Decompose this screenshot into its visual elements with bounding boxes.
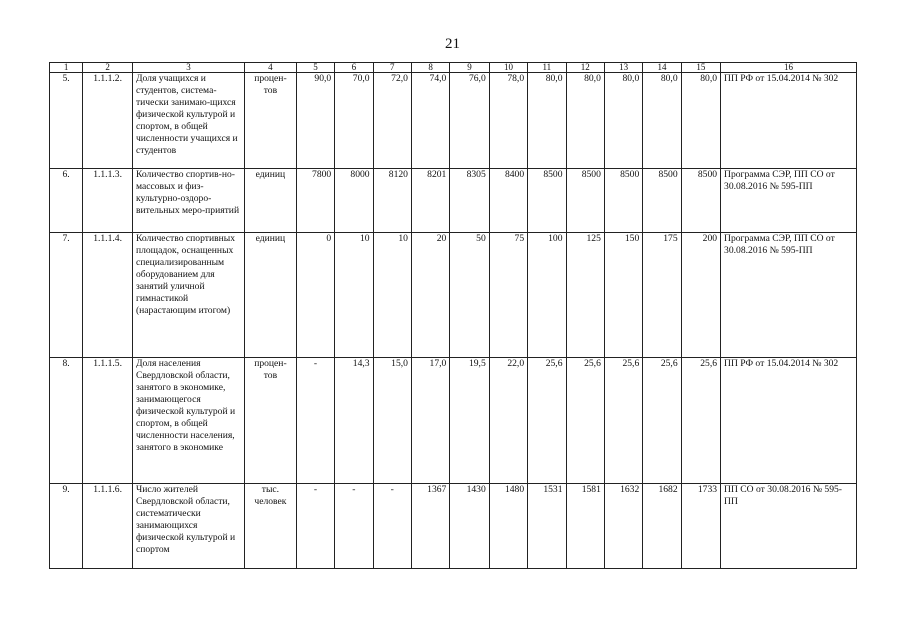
indicator-name: Количество спортивных площадок, оснащенных специализированным оборудованием для занятий уличной гимнастикой (нарастающим итогом) [132,233,244,358]
indicator-value: 25,6 [681,358,720,484]
column-number: 1 [50,63,83,73]
indicator-source: ПП СО от 30.08.2016 № 595-ПП [721,484,857,569]
indicator-value: 8500 [528,169,566,233]
column-number: 2 [83,63,133,73]
column-number: 6 [335,63,373,73]
indicator-value: 1733 [681,484,720,569]
indicator-value: 8120 [373,169,411,233]
indicator-value: 25,6 [528,358,566,484]
indicator-value: 200 [681,233,720,358]
indicator-value: 10 [373,233,411,358]
indicator-value: 50 [450,233,489,358]
unit-of-measure: единиц [244,233,296,358]
indicator-value: 8305 [450,169,489,233]
indicator-value: 1430 [450,484,489,569]
indicator-value: 8400 [489,169,527,233]
indicator-table [49,62,857,569]
column-number: 10 [489,63,527,73]
indicator-code: 1.1.1.5. [83,358,133,484]
column-number: 14 [643,63,681,73]
indicator-name: Доля учащихся и студентов, системa-тически занимаю-щихся физической культурой и спортом, в общей численности учащихся и студентов [132,73,244,169]
indicator-name: Количество спортив-но-массовых и физ-культурно-оздоро-вительных меро-приятий [132,169,244,233]
indicator-value: 8500 [681,169,720,233]
column-number-row [50,63,857,73]
table-row [50,73,857,169]
indicator-value: 80,0 [566,73,604,169]
indicator-value: 15,0 [373,358,411,484]
indicator-name: Доля населения Свердловской области, занятого в экономике, занимающегося физической культурой и спортом, в общей численности населения, занятого в экономике [132,358,244,484]
indicator-source: ПП РФ от 15.04.2014 № 302 [721,358,857,484]
column-number: 3 [132,63,244,73]
indicator-value: 72,0 [373,73,411,169]
indicator-value: 8500 [604,169,642,233]
indicator-value: 10 [335,233,373,358]
indicator-value: 17,0 [411,358,449,484]
indicator-value: 1632 [604,484,642,569]
column-number: 5 [296,63,334,73]
indicator-value: - [296,358,334,484]
row-number: 7. [50,233,83,358]
indicator-value: - [373,484,411,569]
indicator-value: 78,0 [489,73,527,169]
row-number: 6. [50,169,83,233]
indicator-value: - [296,484,334,569]
indicator-value: 0 [296,233,334,358]
indicator-value: 80,0 [604,73,642,169]
indicator-value: 1480 [489,484,527,569]
indicator-value: 80,0 [681,73,720,169]
column-number: 9 [450,63,489,73]
column-number: 15 [681,63,720,73]
indicator-name: Число жителей Свердловской области, систематически занимающихся физической культурой и спортом [132,484,244,569]
indicator-value: 25,6 [566,358,604,484]
indicator-source: ПП РФ от 15.04.2014 № 302 [721,73,857,169]
unit-of-measure: процен-тов [244,73,296,169]
indicator-value: 80,0 [643,73,681,169]
indicator-value: 1367 [411,484,449,569]
indicator-value: 8500 [566,169,604,233]
page-number: 21 [445,36,460,52]
indicator-source: Программа СЭР, ПП СО от 30.08.2016 № 595-ПП [721,233,857,358]
indicator-value: 22,0 [489,358,527,484]
indicator-code: 1.1.1.4. [83,233,133,358]
column-number: 16 [721,63,857,73]
indicator-code: 1.1.1.6. [83,484,133,569]
table-row [50,358,857,484]
table-row [50,484,857,569]
row-number: 9. [50,484,83,569]
row-number: 8. [50,358,83,484]
indicator-value: 1531 [528,484,566,569]
unit-of-measure: единиц [244,169,296,233]
indicator-value: 25,6 [643,358,681,484]
indicator-code: 1.1.1.2. [83,73,133,169]
table-row [50,169,857,233]
column-number: 13 [604,63,642,73]
indicator-value: 14,3 [335,358,373,484]
indicator-value: - [335,484,373,569]
indicator-value: 7800 [296,169,334,233]
indicator-value: 25,6 [604,358,642,484]
indicator-value: 1682 [643,484,681,569]
unit-of-measure: процен-тов [244,358,296,484]
column-number: 7 [373,63,411,73]
indicator-value: 74,0 [411,73,449,169]
indicator-value: 8000 [335,169,373,233]
column-number: 12 [566,63,604,73]
indicator-value: 1581 [566,484,604,569]
indicator-source: Программа СЭР, ПП СО от 30.08.2016 № 595-ПП [721,169,857,233]
indicator-value: 20 [411,233,449,358]
indicator-value: 8500 [643,169,681,233]
column-number: 8 [411,63,449,73]
indicator-value: 80,0 [528,73,566,169]
indicator-value: 175 [643,233,681,358]
indicator-value: 70,0 [335,73,373,169]
indicator-value: 90,0 [296,73,334,169]
indicator-value: 100 [528,233,566,358]
indicator-value: 19,5 [450,358,489,484]
unit-of-measure: тыс. человек [244,484,296,569]
indicator-value: 76,0 [450,73,489,169]
table-row [50,233,857,358]
indicator-code: 1.1.1.3. [83,169,133,233]
indicator-value: 75 [489,233,527,358]
indicator-value: 150 [604,233,642,358]
row-number: 5. [50,73,83,169]
column-number: 11 [528,63,566,73]
indicator-value: 8201 [411,169,449,233]
indicator-value: 125 [566,233,604,358]
column-number: 4 [244,63,296,73]
